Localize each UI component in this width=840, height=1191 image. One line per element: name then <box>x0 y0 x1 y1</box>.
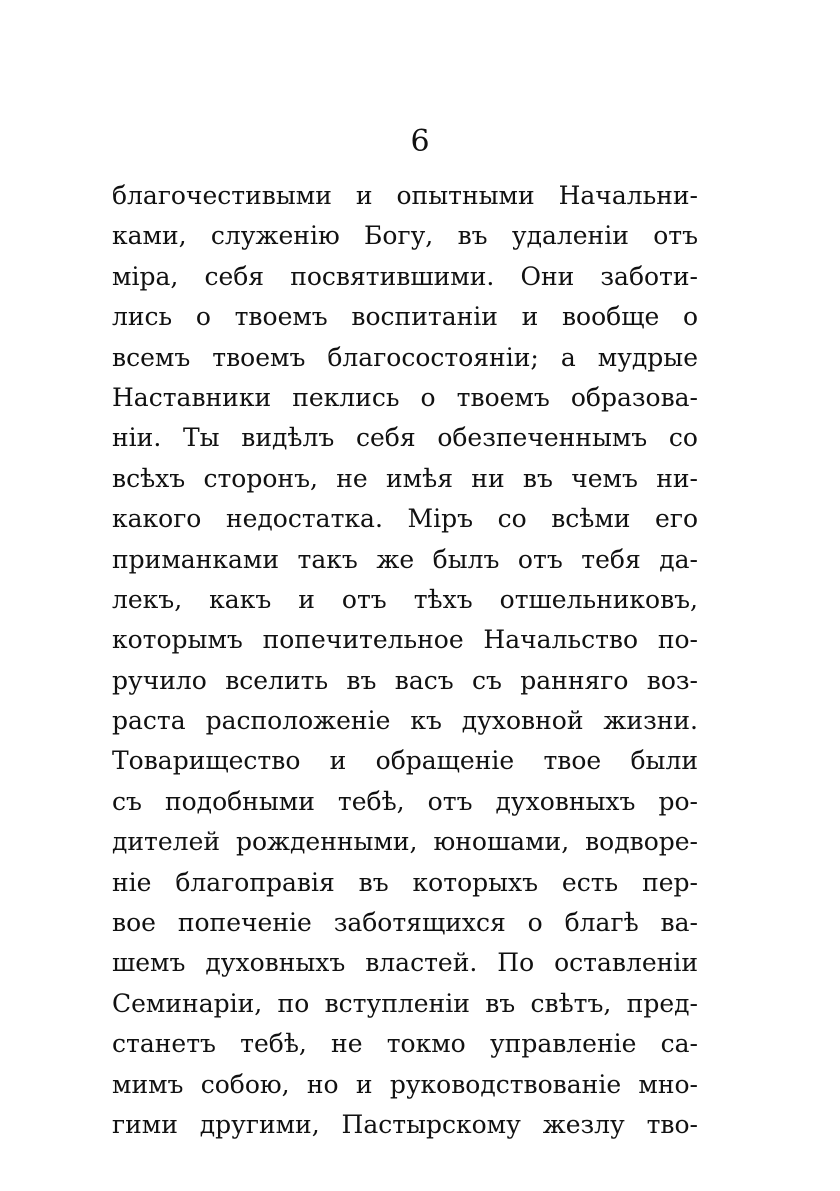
body-text <box>112 176 698 1145</box>
text-line-17: дителей рожденными, юношами, водворе- <box>112 827 698 857</box>
text-line-21: Семинаріи, по вступленіи въ свѣтъ, пред- <box>112 988 698 1018</box>
text-line-23: мимъ собою, но и руководствованіе мно- <box>112 1069 698 1099</box>
text-line-16: съ подобными тебѣ, отъ духовныхъ ро- <box>112 786 698 816</box>
text-line-7: ніи. Ты видѣлъ себя обезпеченнымъ со <box>112 423 698 453</box>
text-line-9: какого недостатка. Міръ со всѣми его <box>112 504 698 534</box>
text-line-1: благочестивыми и опытными Начальни- <box>112 181 698 210</box>
text-line-15: Товарищество и обращеніе твое были <box>112 746 698 776</box>
text-line-13: ручило вселить въ васъ съ ранняго воз- <box>112 665 698 695</box>
text-line-10: приманками такъ же былъ отъ тебя да- <box>112 544 698 574</box>
text-line-14: раста расположеніе къ духовной жизни. <box>112 706 698 736</box>
text-line-24: гими другими, Пастырскому жезлу тво- <box>112 1109 698 1139</box>
page-number: 6 <box>410 124 430 159</box>
text-line-3: міра, себя посвятившими. Они заботи- <box>112 261 698 291</box>
text-line-20: шемъ духовныхъ властей. По оставленіи <box>112 948 698 978</box>
text-line-18: ніе благоправія въ которыхъ есть пер- <box>112 867 698 897</box>
text-line-12: которымъ попечительное Начальство по- <box>112 625 698 655</box>
text-line-4: лись о твоемъ воспитаніи и вообще о <box>112 302 698 332</box>
text-line-5: всемъ твоемъ благосостояніи; а мудрые <box>112 342 698 372</box>
text-line-19: вое попеченіе заботящихся о благѣ ва- <box>112 908 698 938</box>
text-line-11: лекъ, какъ и отъ тѣхъ отшельниковъ, <box>112 584 698 614</box>
text-line-8: всѣхъ сторонъ, не имѣя ни въ чемъ ни- <box>112 463 698 493</box>
text-line-22: станетъ тебѣ, не токмо управленіе са- <box>112 1029 698 1059</box>
text-line-6: Наставники пеклись о твоемъ образова- <box>112 382 698 412</box>
text-line-2: ками, служенію Богу, въ удаленіи отъ <box>112 221 698 251</box>
